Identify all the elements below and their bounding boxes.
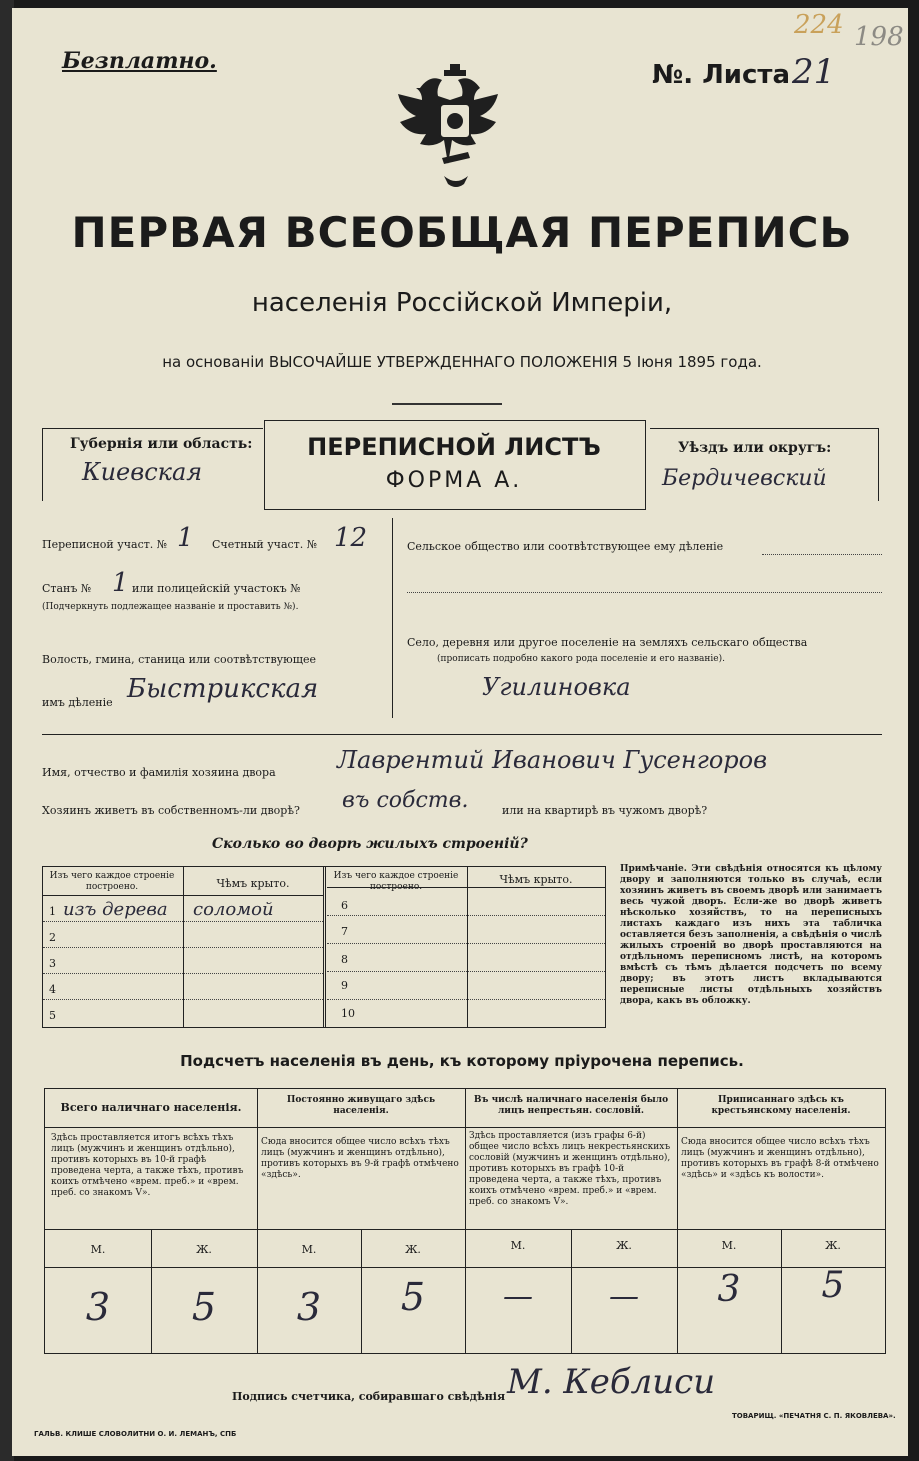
police-label: или полицейскій участокъ № [132, 582, 301, 595]
legal-basis: на основаніи ВЫСОЧАЙШЕ УТВЕРЖДЕННАГО ПОЛОЖЕНІЯ 5 Іюня 1895 года. [162, 353, 762, 371]
buildings-table [42, 866, 606, 1028]
count-value: 3 [85, 1285, 111, 1329]
material-header: Изъ чего каждое строеніе построено. [333, 871, 459, 892]
count-title: Подсчетъ населенія въ день, къ которому пріурочена перепись. [180, 1052, 744, 1070]
ornament-divider [392, 403, 502, 405]
f-label: Ж. [616, 1239, 632, 1252]
roof-header: Чѣмъ крыто. [216, 877, 290, 890]
perepis-uch-label: Переписной участ. № [42, 538, 168, 551]
volost-value: Быстрикская [127, 674, 319, 704]
count-header-nonpeasant: Въ числѣ наличнаго населенія было лицъ непрестьян. сословій. [473, 1095, 669, 1116]
count-header-total: Всего наличнаго населенія. [60, 1101, 242, 1114]
count-table [44, 1088, 886, 1354]
imperial-eagle-emblem [390, 58, 520, 198]
uezd-label: Уѣздъ или округъ: [678, 440, 832, 456]
m-label: М. [510, 1239, 526, 1252]
uezd-value: Бердичевский [662, 466, 827, 491]
owner-label: Имя, отчество и фамилія хозяина двора [42, 766, 276, 779]
own-yard-label: Хозяинъ живетъ въ собственномъ-ли дворѣ? [42, 804, 300, 817]
count-header-assigned: Приписаннаго здѣсь къ крестьянскому населенія. [711, 1095, 851, 1116]
count-desc-assigned: Сюда вносится общее число всѣхъ тѣхъ лицъ (мужчинъ и женщинъ отдѣльно), противъ которыхъ въ графѣ 8-й отмѣчено «здѣсь» и «здѣсь къ волости». [681, 1137, 879, 1180]
count-value: — [609, 1279, 639, 1314]
count-header-permanent: Постоянно живущаго здѣсь населенія. [286, 1095, 436, 1116]
fields-divider [392, 518, 393, 718]
perepis-uch-value: 1 [177, 523, 194, 553]
volost-label-2: имъ дѣленіе [42, 696, 113, 709]
gubernia-label: Губернія или область: [70, 436, 253, 452]
owner-value: Лаврентий Иванович Гусенгоров [337, 746, 768, 774]
schet-uch-value: 12 [334, 523, 368, 553]
archive-mark-1: 224 [794, 10, 844, 40]
selskoe-label: Сельское общество или соотвѣтствующее ему дѣленіе [407, 540, 724, 553]
sheet-number-value: 21 [792, 52, 836, 92]
roof-header: Чѣмъ крыто. [499, 873, 573, 886]
count-value: 5 [821, 1265, 845, 1306]
count-value: 3 [296, 1285, 322, 1329]
stan-value: 1 [112, 568, 129, 598]
f-label: Ж. [405, 1243, 421, 1256]
row-number: 8 [341, 953, 348, 966]
schet-uch-label: Счетный участ. № [212, 538, 318, 551]
underline-note: (Подчеркнуть подлежащее названіе и проставить №). [42, 602, 299, 612]
archive-mark-2: 198 [854, 22, 904, 52]
count-value: 5 [191, 1285, 217, 1329]
sheet-number-label: №. Листа [652, 60, 791, 90]
volost-label: Волость, гмина, станица или соотвѣтствующее [42, 653, 316, 666]
selo-label: Село, деревня или другое поселеніе на земляхъ сельскаго общества [407, 636, 808, 649]
gubernia-value: Киевская [82, 458, 203, 486]
material-header: Изъ чего каждое строеніе построено. [49, 871, 175, 892]
row-number: 9 [341, 979, 348, 992]
subtitle: населенія Россійской Имперіи, [251, 288, 673, 318]
count-value: — [503, 1279, 533, 1314]
census-sheet [12, 8, 908, 1456]
main-title: ПЕРВАЯ ВСЕОБЩАЯ ПЕРЕПИСЬ [71, 208, 853, 257]
f-label: Ж. [825, 1239, 841, 1252]
count-desc-total: Здѣсь проставляется итогъ всѣхъ тѣхъ лицъ (мужчинъ и женщинъ отдѣльно), противъ которыхъ въ 10-й графѣ проведена черта, а также тѣхъ, противъ коихъ отмѣчено «врем. преб.» и «врем. преб. со знакомъ V». [51, 1133, 244, 1198]
row-number: 3 [49, 957, 56, 970]
buildings-question: Сколько во дворѣ жилыхъ строеній? [212, 836, 528, 852]
rent-label: или на квартирѣ въ чужомъ дворѣ? [502, 804, 708, 817]
row-number: 4 [49, 983, 56, 996]
note-text: Примѣчаніе. Эти свѣдѣнія относятся къ цѣлому двору и заполняются только въ случаѣ, если хозяинъ живетъ въ своемъ дворѣ или занимаетъ весь чужой дворъ. Если-же во дворѣ живетъ нѣсколько хозяйствъ, то на переписныхъ листахъ каждаго изъ нихъ эта табличка оставляется безъ заполненія, а свѣдѣнія о числѣ жилыхъ строеній во дворѣ проставляются на отдѣльномъ переписномъ листѣ, на которомъ вмѣстѣ съ тѣмъ дѣлается подсчетъ по всему двору; въ этотъ листъ вкладываются переписные листы отдѣльныхъ хозяйствъ двора, какъ въ обложку. [620, 864, 882, 1006]
signature-value: М. Кеблиси [507, 1362, 716, 1402]
own-yard-value: въ собств. [342, 788, 469, 813]
roof-value: соломой [193, 899, 274, 920]
row-number: 1 [49, 905, 56, 918]
sheet-title: ПЕРЕПИСНОЙ ЛИСТЪ [307, 433, 601, 461]
m-label: М. [301, 1243, 317, 1256]
f-label: Ж. [196, 1243, 212, 1256]
row-number: 5 [49, 1009, 56, 1022]
selo-note: (прописать подробно какого рода поселеніе и его названіе). [437, 654, 725, 664]
row-number: 7 [341, 925, 348, 938]
m-label: М. [90, 1243, 106, 1256]
buildings-left [43, 867, 323, 1027]
form-label: ФОРМА А. [385, 468, 523, 493]
buildings-right [327, 867, 605, 1027]
selo-value: Угилиновка [482, 673, 631, 701]
count-desc-nonpeasant: Здѣсь проставляется (изъ графы 6-й) общее число всѣхъ лицъ некрестьянскихъ сословій (мужчинъ и женщинъ отдѣльно), противъ которыхъ въ графѣ 10-й проведена черта, а также тѣхъ, противъ коихъ отмѣчено «врем. преб.» и «врем. преб. со знакомъ V». [469, 1131, 671, 1207]
m-label: М. [721, 1239, 737, 1252]
footer-left: ГАЛЬВ. КЛИШЕ СЛОВОЛИТНИ О. И. ЛЕМАНЪ, СПБ [34, 1430, 237, 1438]
row-number: 2 [49, 931, 56, 944]
signature-label: Подпись счетчика, собиравшаго свѣдѣнія [232, 1390, 506, 1403]
row-number: 10 [341, 1007, 355, 1020]
free-label: Безплатно. [62, 48, 217, 74]
count-desc-permanent: Сюда вносится общее число всѣхъ тѣхъ лицъ (мужчинъ и женщинъ отдѣльно), противъ которыхъ въ 9-й графѣ отмѣчено «здѣсь». [261, 1137, 459, 1180]
material-value: изъ дерева [63, 899, 168, 920]
count-value: 3 [717, 1269, 741, 1310]
footer-right: ТОВАРИЩ. «ПЕЧАТНЯ С. П. ЯКОВЛЕВА». [732, 1412, 896, 1420]
stan-label: Станъ № [42, 582, 92, 595]
count-value: 5 [400, 1275, 426, 1319]
row-number: 6 [341, 899, 348, 912]
